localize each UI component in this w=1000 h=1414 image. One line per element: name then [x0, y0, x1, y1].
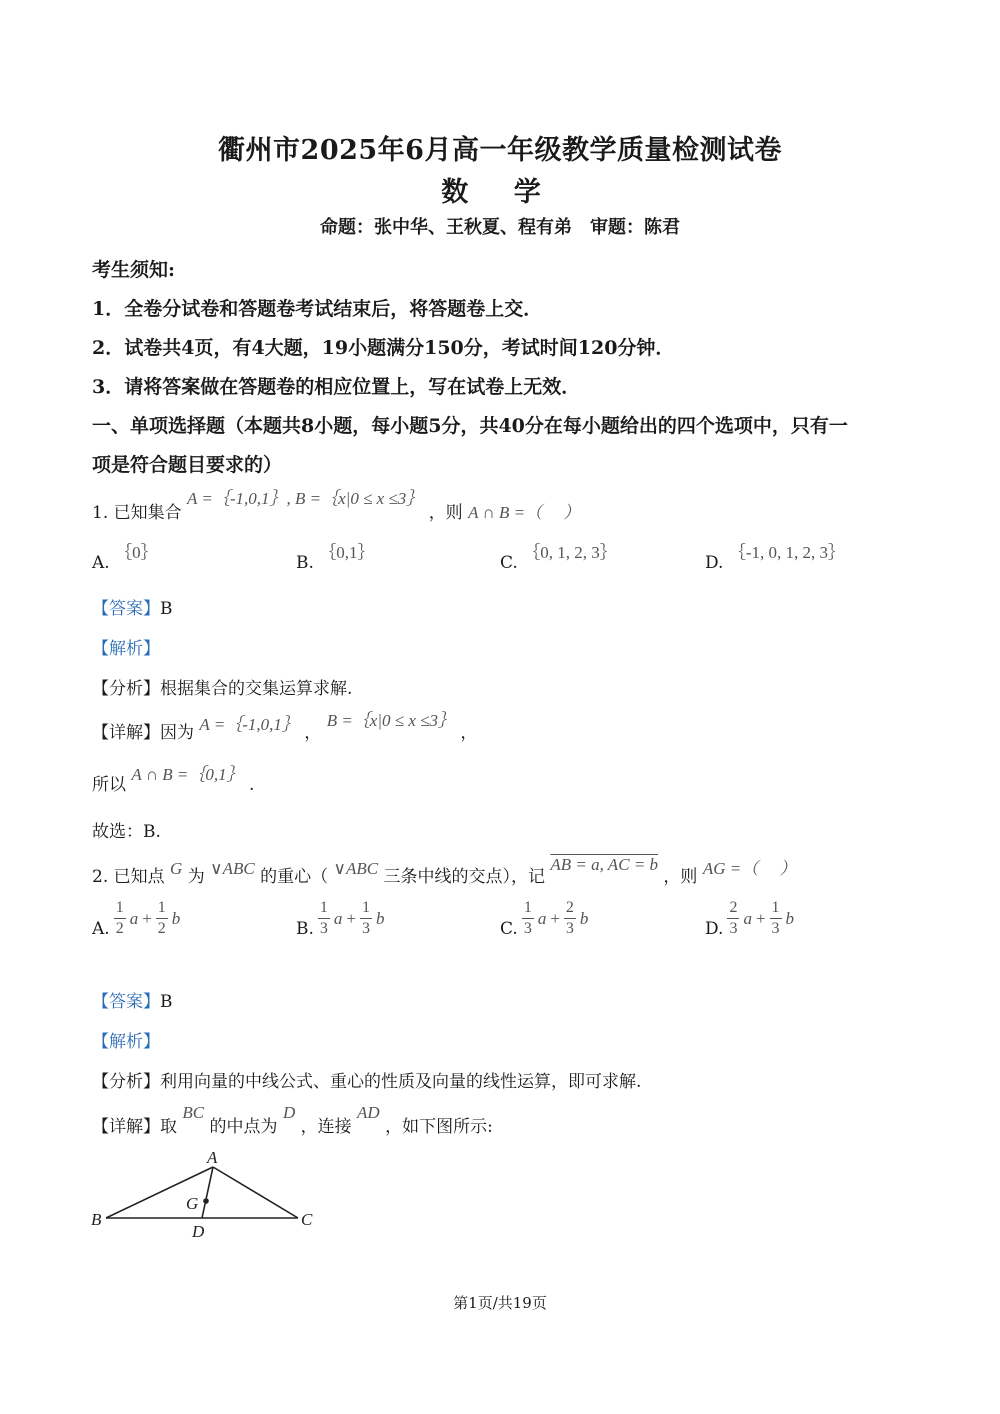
xiangjie-prefix: 因为 — [160, 723, 194, 743]
option-letter: A. — [92, 553, 110, 573]
page-footer: 第1页/共19页 — [453, 1294, 547, 1312]
q2-stem-mid: 的重心（ — [260, 867, 329, 887]
denominator: 3 — [729, 920, 738, 937]
q1-analysis-tag: 【解析】 — [92, 639, 160, 659]
option-value: ｛-1, 0, 1, 2, 3｝ — [728, 543, 846, 562]
numerator: 1 — [115, 899, 124, 916]
option-value: ｛0, 1, 2, 3｝ — [523, 543, 617, 562]
q2-answer — [92, 987, 173, 1012]
fraction — [727, 900, 739, 937]
q2-stem — [92, 855, 797, 887]
notice-item-3: 3．请将答案做在答题卷的相应位置上，写在试卷上无效． — [92, 376, 581, 398]
label-a: A — [207, 1148, 218, 1167]
q2-option-c — [500, 900, 588, 937]
q2-xiangjie — [92, 1103, 493, 1137]
denominator: 3 — [319, 920, 328, 937]
option-value: ｛0｝ — [115, 543, 158, 562]
xiangjie-set-a: A =｛-1,0,1｝ — [199, 715, 299, 734]
xiangjie-x2: 的中点为 — [209, 1117, 278, 1137]
xiangjie-end: ， — [460, 723, 478, 743]
side-ac — [213, 1167, 298, 1218]
numerator: 2 — [565, 899, 574, 916]
xiangjie-set-b: B =｛x|0 ≤ x ≤3｝ — [326, 711, 455, 730]
notice-heading: 考生须知: — [92, 259, 176, 281]
plus-sign: + — [550, 908, 560, 928]
q2-tri2: ∨ABC — [333, 859, 379, 878]
denominator: 3 — [523, 920, 532, 937]
var-b: b — [171, 908, 181, 928]
q2-stem-for: 为 — [187, 867, 205, 887]
result-prefix: 所以 — [92, 775, 126, 795]
fenxi-text: 根据集合的交集运算求解. — [160, 679, 353, 699]
var-a: a — [129, 908, 139, 928]
fenxi-tag: 【分析】 — [92, 679, 160, 699]
q2-tri: ∨ABC — [210, 859, 255, 878]
q2-vectors: AB = a, AC = b — [550, 855, 659, 874]
label-b: B — [91, 1210, 102, 1229]
q1-xiangjie — [92, 711, 478, 743]
section-heading-line2: 项是符合题目要求的） — [92, 454, 283, 476]
answer-value: B — [160, 599, 173, 619]
numerator: 1 — [157, 899, 166, 916]
q2-g: G — [170, 859, 183, 878]
var-b: b — [376, 908, 385, 928]
answer-tag: 【答案】 — [92, 992, 160, 1012]
option-value: ｛0,1｝ — [319, 543, 375, 562]
fraction — [522, 900, 534, 937]
answer-value: B — [160, 992, 173, 1012]
q2-option-b — [296, 900, 385, 937]
q2-stem-then: ，则 — [663, 867, 698, 887]
q2-option-d — [705, 900, 794, 937]
fraction — [770, 900, 782, 937]
option-letter: B. — [296, 553, 314, 573]
var-a: a — [743, 908, 752, 928]
xiangjie-d: D — [282, 1103, 296, 1122]
var-b: b — [785, 908, 795, 928]
notice-item-1: 1．全卷分试卷和答题卷考试结束后，将答题卷上交． — [92, 298, 543, 320]
numerator: 1 — [771, 899, 780, 916]
point-g — [203, 1198, 209, 1204]
result-end: . — [249, 775, 255, 795]
fraction — [360, 900, 372, 937]
numerator: 2 — [729, 899, 738, 916]
label-g: G — [186, 1194, 199, 1213]
median-ad — [202, 1167, 213, 1218]
xiangjie-tag: 【详解】 — [92, 1117, 160, 1137]
fenxi-text: 利用向量的中线公式、重心的性质及向量的线性运算，即可求解. — [160, 1072, 642, 1092]
exam-title: 衢州市2025年6月高一年级教学质量检测试卷 — [218, 135, 782, 166]
q1-expr: A ∩ B =（ ） — [468, 503, 581, 522]
label-d: D — [192, 1222, 205, 1241]
denominator: 3 — [565, 920, 574, 937]
section-heading-line1: 一、单项选择题（本题共8小题，每小题5分，共40分在每小题给出的四个选项中，只有一 — [92, 415, 848, 437]
fraction — [114, 900, 126, 937]
q2-stem-prefix: 2. 已知点 — [92, 867, 165, 887]
denominator: 2 — [115, 920, 124, 937]
option-letter: A. — [92, 918, 110, 939]
xiangjie-sep: ， — [304, 723, 322, 743]
var-a: a — [333, 908, 343, 928]
q1-stem-mid: ，则 — [428, 503, 463, 523]
q2-analysis-tag: 【解析】 — [92, 1032, 160, 1052]
xiangjie-tag: 【详解】 — [92, 723, 160, 743]
q1-option-d — [705, 538, 846, 573]
var-b: b — [579, 908, 589, 928]
option-letter: C. — [500, 553, 518, 573]
fraction — [156, 900, 168, 937]
q1-option-a — [92, 538, 158, 573]
subject-title: 数 学 — [441, 177, 559, 208]
fenxi-tag: 【分析】 — [92, 1072, 160, 1092]
denominator: 3 — [362, 920, 370, 937]
result-expr: A ∩ B =｛0,1｝ — [131, 765, 244, 784]
numerator: 1 — [319, 899, 328, 916]
triangle-figure — [86, 1145, 326, 1245]
denominator: 3 — [771, 920, 780, 937]
q1-stem — [92, 489, 581, 523]
notice-item-2: 2．试卷共4页，有4大题，19小题满分150分，考试时间120分钟． — [92, 337, 675, 359]
xiangjie-x3: ，连接 — [300, 1117, 352, 1137]
q2-option-a — [92, 900, 180, 937]
q1-answer — [92, 594, 173, 619]
option-letter: D. — [705, 553, 724, 573]
q1-result — [92, 765, 255, 795]
q2-stem-mid2: 三条中线的交点），记 — [383, 867, 545, 887]
plus-sign: + — [346, 908, 356, 928]
numerator: 1 — [362, 899, 370, 916]
denominator: 2 — [157, 920, 166, 937]
fraction — [318, 900, 330, 937]
authors-line: 命题：张中华、王秋夏、程有弟 审题：陈君 — [320, 217, 680, 238]
fraction — [564, 900, 576, 937]
q1-stem-prefix: 1. 已知集合 — [92, 503, 182, 523]
q1-sets: A =｛-1,0,1｝, B =｛x|0 ≤ x ≤3｝ — [187, 489, 424, 508]
xiangjie-bc: BC — [182, 1103, 205, 1122]
q1-fenxi — [92, 674, 352, 699]
q2-fenxi — [92, 1067, 641, 1092]
option-letter: D. — [705, 918, 724, 939]
plus-sign: + — [142, 908, 152, 928]
xiangjie-x4: ，如下图所示: — [385, 1117, 493, 1137]
xiangjie-x1: 取 — [160, 1117, 177, 1137]
answer-tag: 【答案】 — [92, 599, 160, 619]
numerator: 1 — [523, 899, 532, 916]
option-letter: C. — [500, 918, 518, 939]
q2-expr: AG =（ ） — [702, 859, 797, 878]
plus-sign: + — [755, 908, 766, 928]
q1-choose: 故选：B. — [92, 822, 161, 842]
option-letter: B. — [296, 918, 314, 939]
label-c: C — [301, 1210, 313, 1229]
q1-option-c — [500, 538, 617, 573]
var-a: a — [537, 908, 547, 928]
xiangjie-ad: AD — [357, 1103, 380, 1122]
q1-option-b — [296, 538, 375, 573]
